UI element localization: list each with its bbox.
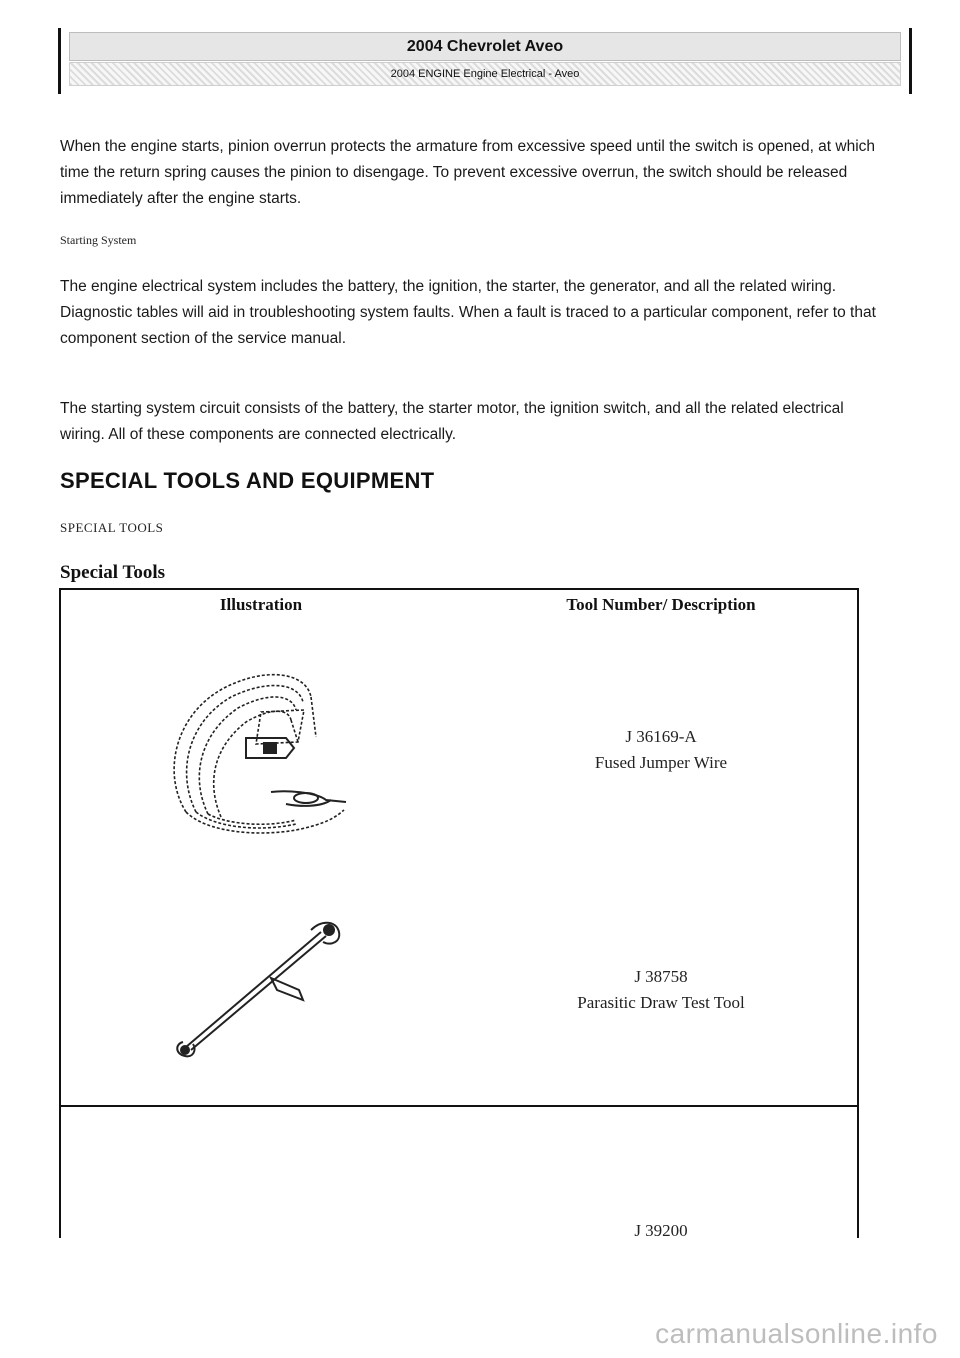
tool-row-3	[481, 1218, 841, 1244]
special-tools-table-title: Special Tools	[60, 562, 166, 583]
tool-number: J 39200	[634, 1221, 688, 1240]
table-row-divider	[61, 1105, 857, 1107]
tool-number: J 36169-A	[625, 727, 697, 746]
paragraph-starting-circuit: The starting system circuit consists of the battery, the starter motor, the ignition switch, and all the related electrical wiring. All of these components are connected electrically.	[60, 400, 844, 443]
tool-number: J 38758	[634, 967, 688, 986]
tool-row-1	[481, 724, 841, 776]
column-header-tool-number: Tool Number/ Description	[566, 595, 756, 614]
special-tools-table	[59, 588, 859, 1238]
tool-description: Parasitic Draw Test Tool	[577, 993, 745, 1012]
starting-system-heading: Starting System	[60, 233, 137, 247]
tool-row-2	[481, 964, 841, 1016]
column-header-illustration: Illustration	[219, 595, 303, 614]
tool-description: Fused Jumper Wire	[594, 753, 728, 772]
parasitic-draw-test-tool-illustration	[171, 912, 361, 1062]
header-title: 2004 Chevrolet Aveo	[69, 32, 901, 61]
paragraph-pinion-overrun: When the engine starts, pinion overrun protects the armature from excessive speed until the switch is opened, at which time the return spring causes the pinion to disengage. To prevent excessive overrun, the switch should be released immediately after the engine starts.	[60, 138, 876, 207]
paragraph-engine-electrical: The engine electrical system includes the battery, the ignition, the starter, the generator, and all the related wiring. Diagnostic tables will aid in troubleshooting system faults. When a fault is traced to a particular component, refer to that component section of the service manual.	[60, 278, 876, 347]
watermark: carmanualsonline.info	[655, 1318, 938, 1349]
fused-jumper-wire-illustration	[166, 652, 416, 842]
special-tools-and-equipment-heading: SPECIAL TOOLS AND EQUIPMENT	[60, 468, 435, 493]
special-tools-subheading: SPECIAL TOOLS	[60, 520, 164, 535]
page-header	[58, 28, 912, 94]
header-subtitle: 2004 ENGINE Engine Electrical - Aveo	[69, 62, 901, 86]
